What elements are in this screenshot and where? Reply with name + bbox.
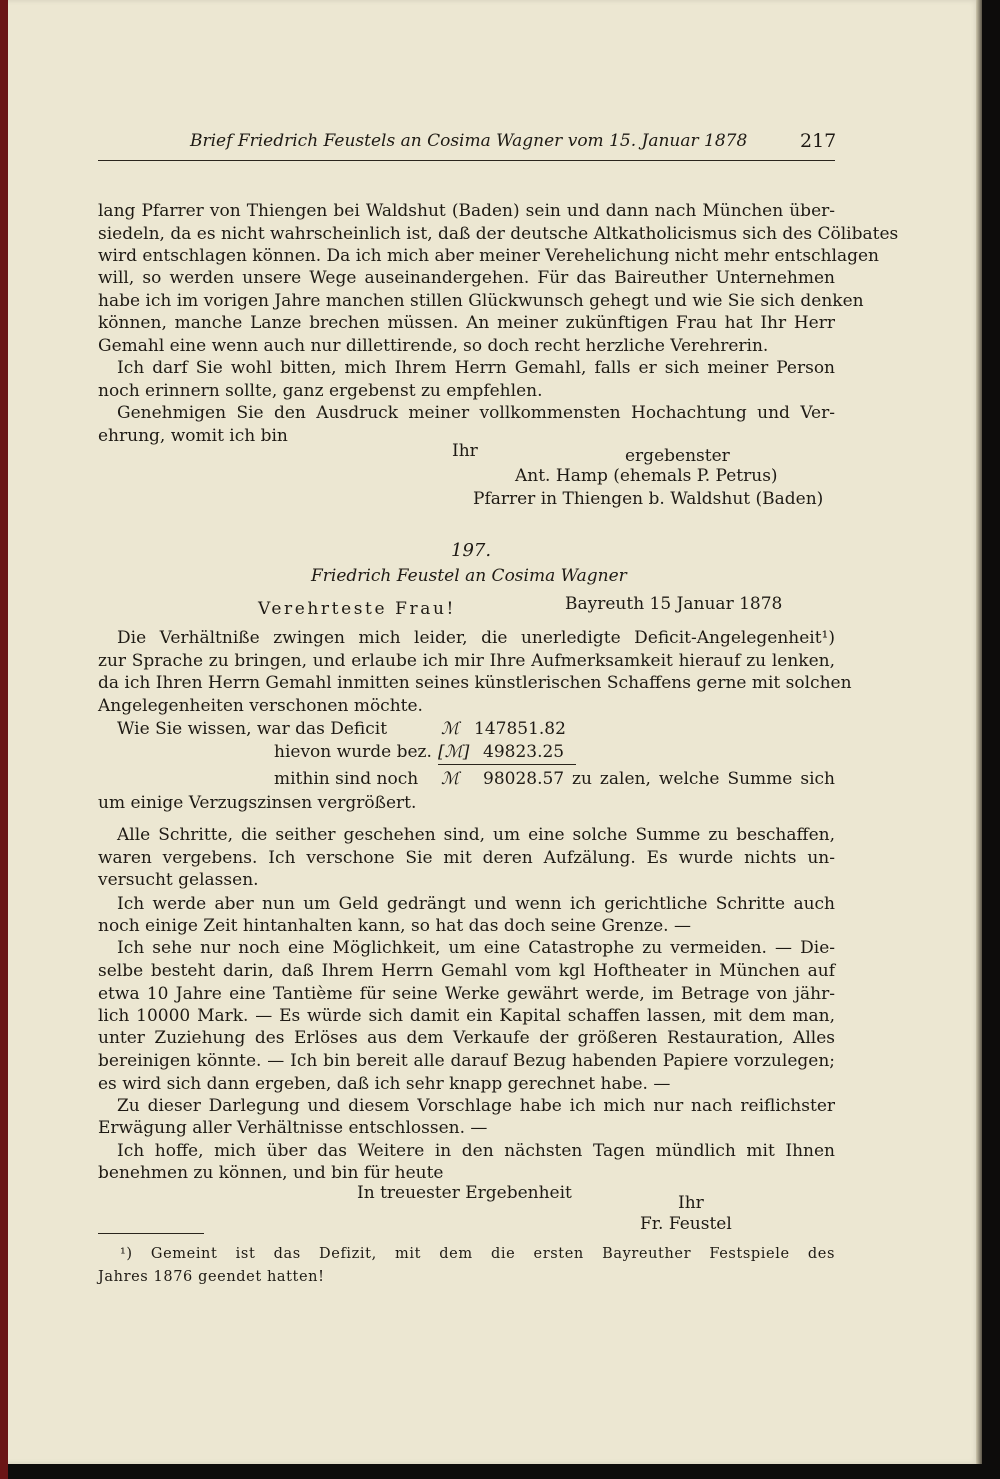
currency-symbol: [ℳ] [438, 742, 470, 762]
header-rule [98, 160, 835, 161]
salutation: Verehrteste Frau! [258, 599, 456, 619]
prev-letter-line: habe ich im vorigen Jahre manchen stillen Glückwunsch gehegt und wie Sie sich denken [98, 291, 864, 311]
prev-closing-ihr: Ihr [452, 441, 478, 461]
paragraph-line: waren vergebens. Ich verschone Sie mit deren Aufzälung. Es wurde nichts un- [98, 848, 835, 868]
sum-rule [438, 764, 576, 765]
paragraph-line: um einige Verzugszinsen vergrößert. [98, 793, 417, 813]
paragraph-line: lich 10000 Mark. — Es würde sich damit ein Kapital schaffen lassen, mit dem man, [98, 1006, 835, 1026]
letter-heading: Friedrich Feustel an Cosima Wagner [311, 566, 627, 586]
prev-letter-line: Gemahl eine wenn auch nur dillettirende, so doch recht herzliche Verehrerin. [98, 336, 769, 356]
prev-letter-line: Genehmigen Sie den Ausdruck meiner vollkommensten Hochachtung und Ver- [117, 403, 835, 423]
prev-letter-line: ehrung, womit ich bin [98, 426, 288, 446]
running-title: Brief Friedrich Feustels an Cosima Wagner vom 15. Januar 1878 [190, 131, 748, 151]
closing-formula: In treuester Ergebenheit [357, 1183, 572, 1203]
signature: Fr. Feustel [640, 1214, 732, 1234]
sum-value: 147851.82 [474, 719, 566, 739]
paragraph-line: unter Zuziehung des Erlöses aus dem Verkaufe der größeren Restauration, Alles [98, 1028, 835, 1048]
paragraph-line: selbe besteht darin, daß Ihrem Herrn Gemahl vom kgl Hoftheater in München auf [98, 961, 835, 981]
prev-letter-line: können, manche Lanze brechen müssen. An meiner zukünftigen Frau hat Ihr Herr [98, 313, 835, 333]
paragraph-line: Ich hoffe, mich über das Weitere in den nächsten Tagen mündlich mit Ihnen [117, 1141, 835, 1161]
sum-value: 98028.57 [483, 769, 565, 789]
paragraph-line: Alle Schritte, die seither geschehen sind, um eine solche Summe zu beschaffen, [117, 825, 835, 845]
footnote-line: Jahres 1876 geendet hatten! [98, 1269, 325, 1285]
paragraph-line: Zu dieser Darlegung und diesem Vorschlage habe ich mich nur nach reiflichster [117, 1096, 835, 1116]
paragraph-line: Ich werde aber nun um Geld gedrängt und wenn ich gerichtliche Schritte auch [117, 894, 835, 914]
footnote-line: ¹) Gemeint ist das Defizit, mit dem die ersten Bayreuther Festspiele des [120, 1246, 835, 1262]
paragraph-line: Die Verhältniße zwingen mich leider, die unerledigte Deficit-Angelegenheit¹) [117, 628, 835, 648]
paragraph-line: Erwägung aller Verhältnisse entschlossen. — [98, 1118, 488, 1138]
sum-label: mithin sind noch [274, 769, 419, 789]
currency-symbol: ℳ [441, 769, 460, 789]
prev-letter-line: Ich darf Sie wohl bitten, mich Ihrem Herrn Gemahl, falls er sich meiner Person [117, 358, 835, 378]
page-number: 217 [800, 130, 837, 152]
currency-symbol: ℳ [441, 719, 460, 739]
closing-ihr: Ihr [678, 1193, 704, 1213]
paragraph-line: es wird sich dann ergeben, daß ich sehr knapp gerechnet habe. — [98, 1074, 671, 1094]
prev-letter-line: noch erinnern sollte, ganz ergebenst zu empfehlen. [98, 381, 543, 401]
prev-letter-line: siedeln, da es nicht wahrscheinlich ist, daß der deutsche Altkatholicismus sich des Cölibates [98, 224, 899, 244]
paragraph-line: versucht gelassen. [98, 870, 259, 890]
place-date: Bayreuth 15 Januar 1878 [565, 594, 783, 614]
sum-value: 49823.25 [483, 742, 565, 762]
paragraph-line: da ich Ihren Herrn Gemahl inmitten seines künstlerischen Schaffens gerne mit solchen [98, 673, 852, 693]
prev-letter-line: will, so werden unsere Wege auseinandergehen. Für das Baireuther Unternehmen [98, 268, 835, 288]
paragraph-line: zur Sprache zu bringen, und erlaube ich mir Ihre Aufmerksamkeit hierauf zu lenken, [98, 651, 835, 671]
prev-signature-place: Pfarrer in Thiengen b. Waldshut (Baden) [473, 489, 824, 509]
paragraph-line: benehmen zu können, und bin für heute [98, 1163, 444, 1183]
prev-signature-name: Ant. Hamp (ehemals P. Petrus) [515, 466, 778, 486]
paragraph-line: etwa 10 Jahre eine Tantième für seine Werke gewährt werde, im Betrage von jähr- [98, 984, 835, 1004]
prev-letter-line: wird entschlagen können. Da ich mich aber meiner Verehelichung nicht mehr entschlagen [98, 246, 879, 266]
footnote-rule [98, 1233, 204, 1234]
paragraph-line: Ich sehe nur noch eine Möglichkeit, um eine Catastrophe zu vermeiden. — Die- [117, 938, 835, 958]
letter-number: 197. [451, 540, 492, 561]
sum-label: hievon wurde bez. [274, 742, 432, 762]
binding-edge [0, 0, 8, 1479]
prev-closing-ergebenster: ergebenster [625, 446, 730, 466]
paragraph-line: zu zalen, welche Summe sich [572, 769, 835, 789]
prev-letter-line: lang Pfarrer von Thiengen bei Waldshut (Baden) sein und dann nach München über- [98, 201, 835, 221]
paragraph-line: Angelegenheiten verschonen möchte. [98, 696, 423, 716]
paragraph-line: bereinigen könnte. — Ich bin bereit alle darauf Bezug habenden Papiere vorzulegen; [98, 1051, 835, 1071]
sum-label: Wie Sie wissen, war das Deficit [117, 719, 388, 739]
paragraph-line: noch einige Zeit hintanhalten kann, so hat das doch seine Grenze. — [98, 916, 691, 936]
